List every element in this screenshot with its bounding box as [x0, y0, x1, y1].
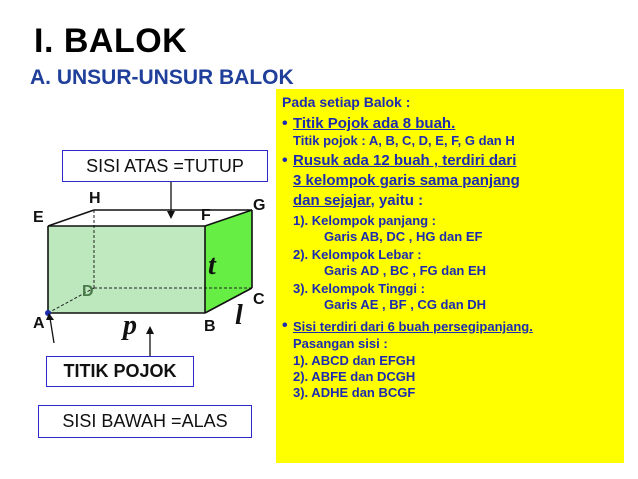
panel-intro: Pada setiap Balok : — [282, 94, 411, 110]
bottom-face-label: SISI BAWAH =ALAS — [38, 405, 252, 438]
group-width-title: 2). Kelompok Lebar : — [293, 247, 422, 262]
bullet-edges-line3 — [293, 193, 423, 208]
bullet-glyph: • — [282, 152, 288, 169]
group-length-items: Garis AB, DC , HG dan EF — [324, 229, 483, 244]
vertex-label-h: H — [89, 190, 101, 207]
arrow-head-p — [146, 326, 154, 334]
dimension-label-l: l — [235, 300, 243, 331]
dimension-label-t: t — [208, 250, 216, 281]
vertex-label-e: E — [33, 209, 44, 226]
bullet-faces: Sisi terdiri dari 6 buah persegipanjang. — [293, 319, 533, 334]
face-pair-2: 2). ABFE dan DCGH — [293, 369, 416, 384]
section-subtitle: A. UNSUR-UNSUR BALOK — [30, 66, 294, 89]
top-face-label: SISI ATAS =TUTUP — [62, 150, 268, 182]
pairs-title: Pasangan sisi : — [293, 336, 388, 351]
page-title: I. BALOK — [34, 22, 188, 60]
vertex-callout-label: TITIK POJOK — [46, 356, 194, 387]
vertex-label-c: C — [253, 291, 265, 308]
vertex-label-a: A — [33, 315, 45, 332]
bullet-edges-line1: Rusuk ada 12 buah , terdiri dari — [293, 152, 517, 169]
face-pair-3: 3). ADHE dan BCGF — [293, 385, 416, 400]
bullet-edges-line2: 3 kelompok garis sama panjang — [293, 172, 520, 189]
vertex-label-g: G — [253, 197, 266, 214]
group-width-items: Garis AD , BC , FG dan EH — [324, 263, 487, 278]
group-height-title: 3). Kelompok Tinggi : — [293, 281, 425, 296]
dimension-label-p: p — [123, 310, 137, 341]
edges-suffix-text: , yaitu : — [370, 192, 424, 209]
vertex-label-f: F — [201, 207, 211, 224]
bullet-glyph: • — [282, 115, 288, 132]
bullet-glyph: • — [282, 317, 288, 334]
info-panel — [276, 89, 624, 463]
group-height-items: Garis AE , BF , CG dan DH — [324, 297, 487, 312]
bullet-vertices: Titik Pojok ada 8 buah. — [293, 115, 456, 132]
vertex-label-b: B — [204, 318, 216, 335]
vertices-list: Titik pojok : A, B, C, D, E, F, G dan H — [293, 133, 515, 148]
group-length-title: 1). Kelompok panjang : — [293, 213, 437, 228]
edges-parallel-text: dan sejajar — [293, 192, 371, 209]
vertex-label-d: D — [82, 283, 94, 300]
face-pair-1: 1). ABCD dan EFGH — [293, 353, 416, 368]
